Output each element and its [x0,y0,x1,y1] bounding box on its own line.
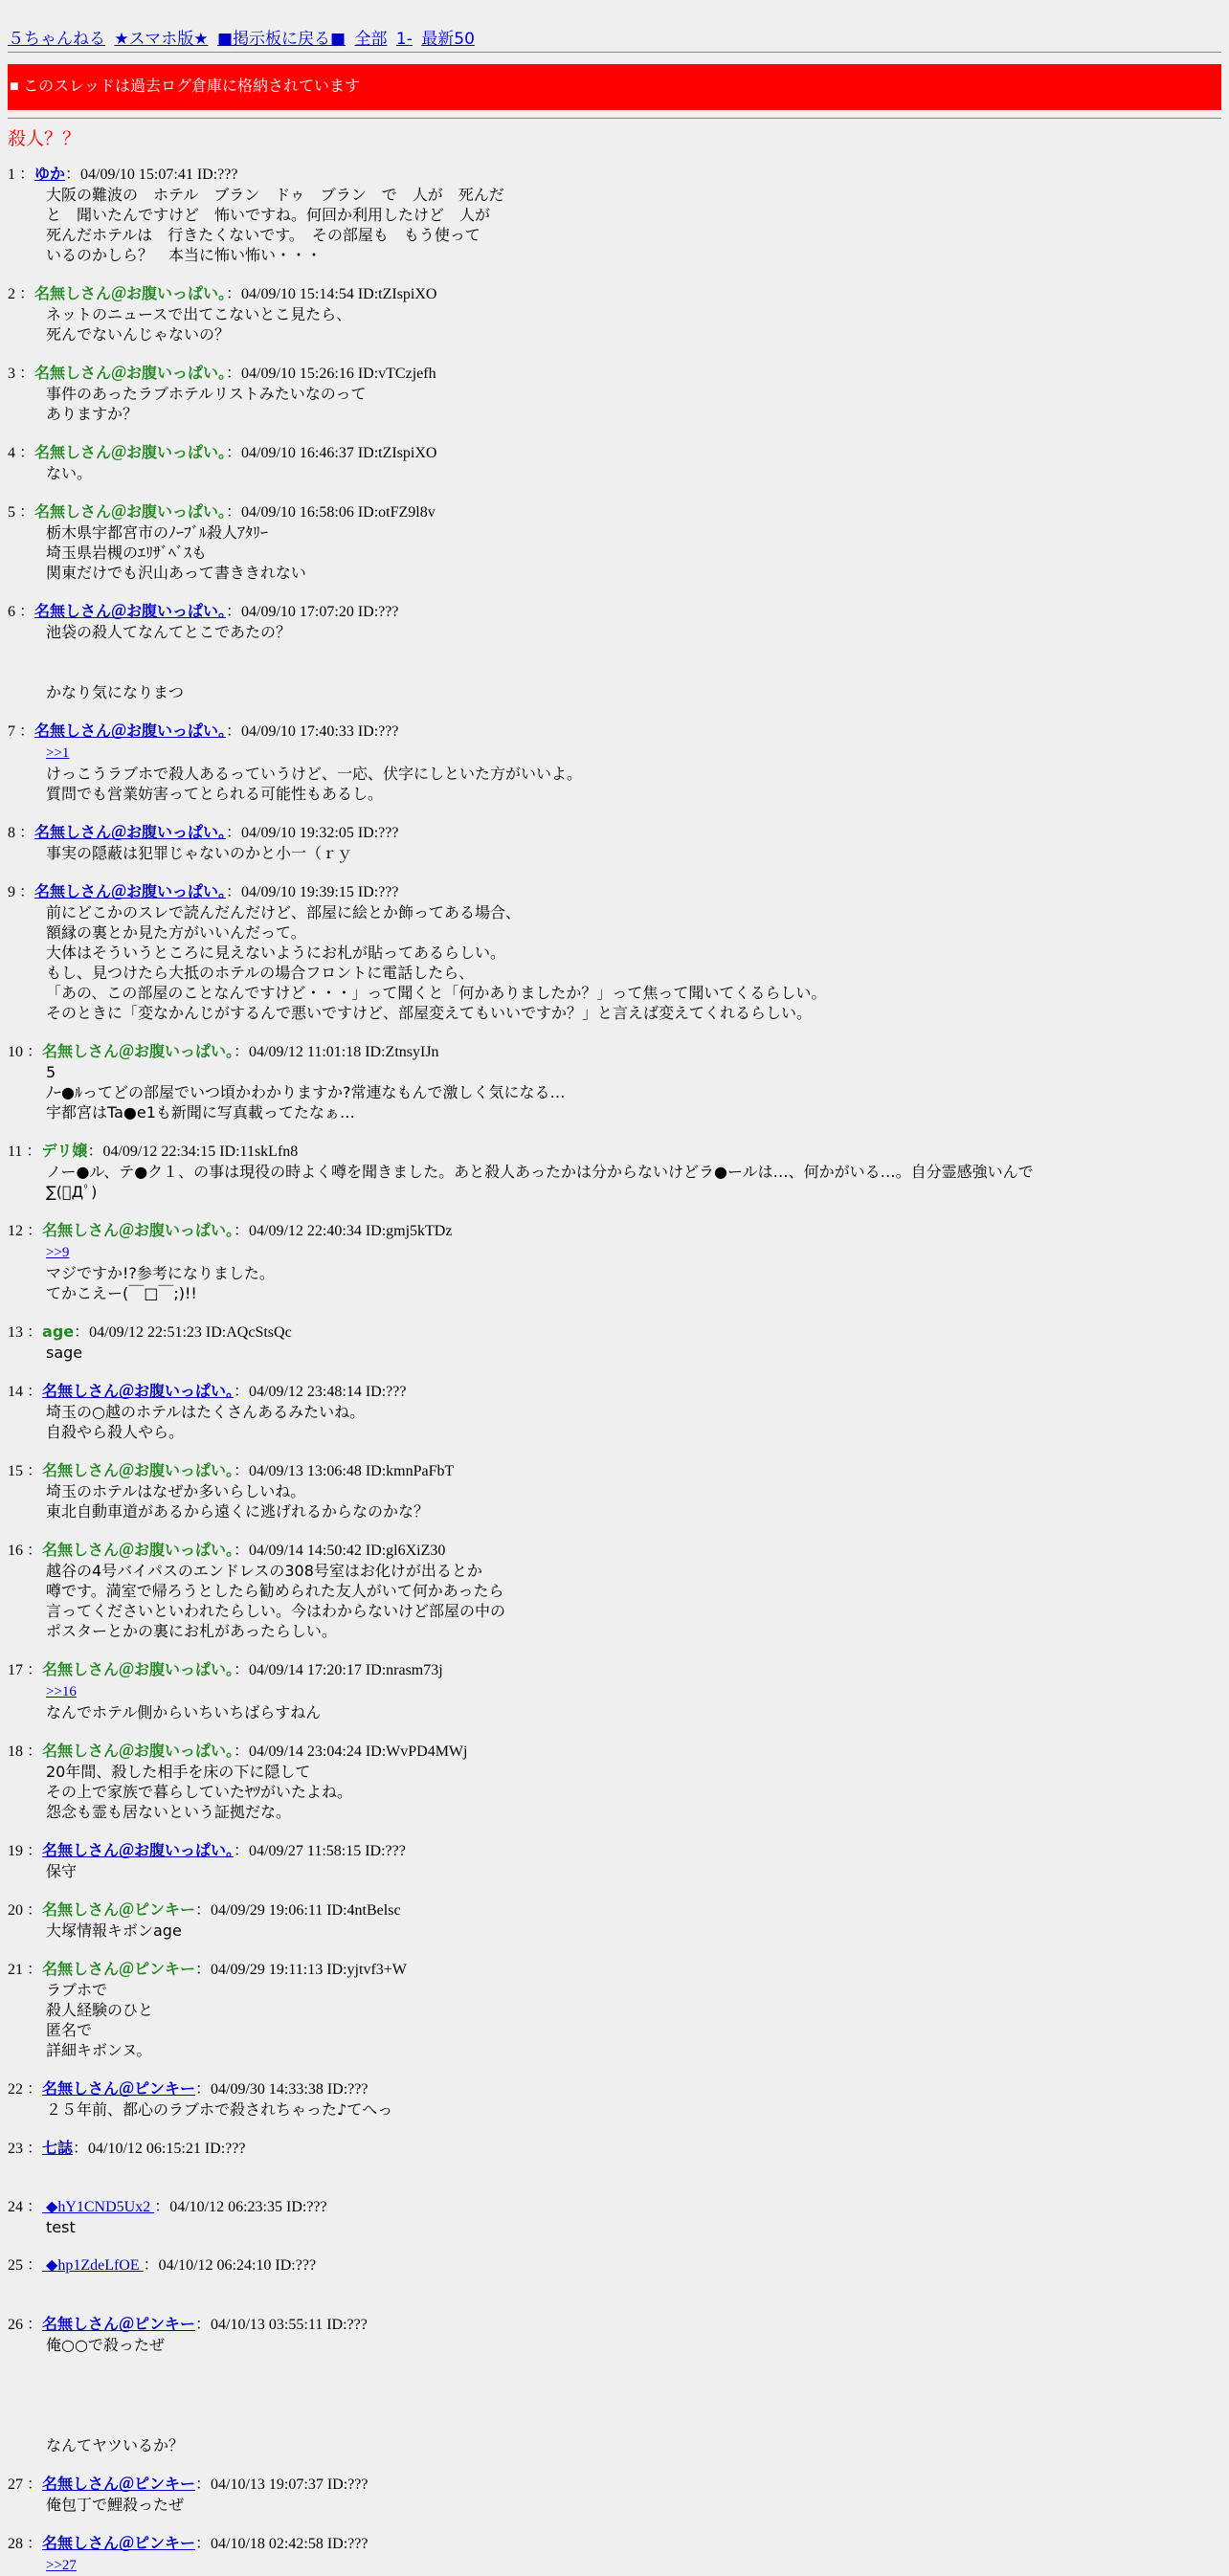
poster-name: 名無しさん＠お腹いっぱい。 [42,1221,235,1239]
post-header [8,1322,1221,1343]
latest-50-link[interactable]: 最新50 [421,30,475,49]
poster-name: 名無しさん＠お腹いっぱい。 [42,1461,235,1479]
post [8,2475,1221,2515]
post-meta: ：04/10/12 06:24:10 ID:??? [143,2257,317,2274]
poster-name[interactable]: ゆか [34,165,66,183]
post-number: 28 ： [8,2536,43,2552]
post-body [46,1762,1221,1822]
post-body [46,2217,1221,2237]
post-text: 5 ﾉｰ●ﾙってどの部屋でいつ頃かわかりますか?常連なもんで激しく気になる… 宇都宮はTa●e1も新聞に写真載ってたなぁ… [46,1063,566,1121]
post-number: 26 ： [8,2317,43,2333]
divider [8,52,1221,53]
poster-name: 名無しさん＠お腹いっぱい。 [42,1042,235,1060]
post-header [8,1541,1221,1561]
post-header [8,1382,1221,1402]
post-meta: ：04/09/29 19:06:11 ID:4ntBelsc [195,1902,401,1919]
post-text: ネットのニュースで出てこないとこ見たら、 死んでないんじゃないの？ [46,305,352,344]
post-body [46,304,1221,344]
post-header [8,2534,1221,2554]
poster-name[interactable]: 名無しさん＠お腹いっぱい。 [42,1841,235,1859]
post-number: 2 ： [8,286,35,302]
post-body [46,522,1221,583]
post-text: 保守 [46,1862,78,1880]
archived-banner: ■ このスレッドは過去ログ倉庫に格納されています [8,64,1221,110]
post-number: 3 ： [8,366,35,382]
post-body [46,2099,1221,2120]
post-text: 埼玉の○越のホテルはたくさんあるみたいね。 自殺やら殺人やら。 [46,1403,366,1441]
poster-name[interactable]: 名無しさん＠ピンキー [42,2534,196,2552]
poster-name: 名無しさん＠お腹いっぱい。 [34,364,227,382]
post-text: けっこうラブホで殺人あるっていうけど、一応、伏字にしといた方がいいよ。 質問でも営業妨害ってとられる可能性もあるし。 [46,765,583,803]
post-body [46,1481,1221,1521]
post-list [8,165,1221,2576]
post-meta: ：04/09/30 14:33:38 ID:??? [195,2081,369,2098]
post-meta: ：04/09/10 16:58:06 ID:otFZ9l8v [226,504,436,521]
post-meta: ：04/09/12 23:48:14 ID:??? [234,1384,407,1400]
poster-name[interactable]: 名無しさん＠お腹いっぱい。 [42,1382,235,1400]
post [8,2198,1221,2237]
post [8,2079,1221,2120]
post-body [46,742,1221,804]
post-meta: ：04/10/13 03:55:11 ID:??? [195,2317,368,2333]
post-text: 俺包丁で鯉殺ったぜ [46,2496,185,2514]
post-number: 6 ： [8,604,35,620]
top-nav [8,0,1221,50]
poster-name: 名無しさん＠ピンキー [42,1960,196,1978]
reply-anchor-link[interactable]: >>1 [46,745,70,761]
post-text: なんでホテル側からいちいちばらすねん [46,1703,322,1721]
poster-name[interactable]: 名無しさん＠お腹いっぱい。 [34,602,227,620]
post-header [8,1742,1221,1762]
post-header [8,2256,1221,2276]
post-number: 16 ： [8,1543,43,1559]
post-number: 7 ： [8,723,35,740]
post-body [46,2495,1221,2515]
post-meta: ：04/09/12 11:01:18 ID:ZtnsyIJn [234,1044,439,1060]
post-text: ２５年前、都心のラブホで殺されちゃった♪てへっ [46,2100,393,2119]
post-number: 18 ： [8,1743,43,1760]
post-header [8,2475,1221,2495]
post-text: 20年間、殺した相手を床の下に隠して その上で家族で暮らしていたﾔﾂがいたよね。 怨念も霊も居ないという証拠だな。 [46,1763,353,1821]
post-number: 12 ： [8,1223,43,1239]
post-header [8,1960,1221,1980]
post-number: 8 ： [8,825,35,841]
post-body [46,1921,1221,1941]
post [8,602,1221,702]
post-meta: ：04/09/10 19:39:15 ID:??? [226,884,399,900]
all-posts-link[interactable]: 全部 [354,30,388,49]
post-text: 栃木県宇都宮市のﾉｰﾌﾞﾙ殺人ｱﾀﾘｰ 埼玉県岩槻のｴﾘｻﾞﾍﾞｽも 関東だけでも沢山あって書ききれない [46,523,306,582]
post-meta: ：04/09/27 11:58:15 ID:??? [234,1843,406,1859]
back-to-board-link[interactable]: ■掲示板に戻る■ [216,30,346,49]
post-meta: ：04/09/10 15:26:16 ID:vTCzjefh [226,366,436,382]
post-meta: ：04/09/10 15:14:54 ID:tZIspiXO [226,286,437,302]
post [8,1461,1221,1521]
post [8,1742,1221,1822]
post-number: 22 ： [8,2081,43,2098]
post-body [46,1861,1221,1881]
post-meta: ：04/10/18 02:42:58 ID:??? [195,2536,369,2552]
post-meta: ：04/09/13 13:06:48 ID:kmnPaFbT [234,1463,455,1479]
post-number: 17 ： [8,1662,43,1678]
post-text: ない。 [46,464,93,482]
post-header [8,882,1221,902]
post-header [8,165,1221,185]
reply-anchor-link[interactable]: >>16 [46,1684,77,1699]
post-meta: ：04/10/12 06:23:35 ID:??? [154,2199,327,2215]
post [8,1900,1221,1941]
post [8,502,1221,583]
post-header [8,2198,1221,2217]
post-header [8,502,1221,522]
post-header [8,1660,1221,1680]
post-body [46,1162,1221,1202]
poster-name[interactable]: ◆hp1ZdeLfOE [42,2257,144,2274]
post-body [46,902,1221,1023]
poster-name[interactable]: 七誌 [42,2139,74,2157]
post-body [46,843,1221,863]
post [8,1322,1221,1363]
post-header [8,284,1221,304]
post-text: 事実の隠蔽は犯罪じゃないのかと小一（ｒｙ [46,844,353,862]
post [8,1660,1221,1722]
post-header [8,602,1221,622]
post [8,1142,1221,1202]
post [8,2256,1221,2296]
poster-name: 名無しさん＠お腹いっぱい。 [34,502,227,521]
post-number: 23 ： [8,2141,43,2157]
reply-anchor-link[interactable]: >>9 [46,1245,70,1260]
post-number: 14 ： [8,1384,43,1400]
poster-name: 名無しさん＠お腹いっぱい。 [34,284,227,302]
poster-name[interactable]: 名無しさん＠お腹いっぱい。 [34,823,227,841]
post-header [8,2315,1221,2335]
post-text: 大阪の難波の ホテル ブラン ドゥ ブラン で 人が 死んだ と 聞いたんですけど 怖いですね。何回か利用したけど 人が 死んだホテルは 行きたくないです。 その部屋も もう使って いるのかしら？ 本当に怖い怖い・・・ [46,186,504,264]
poster-name: デリ嬢 [41,1142,88,1160]
post-meta: ：04/09/14 17:20:17 ID:nrasm73j [234,1662,443,1678]
post-text: 埼玉のホテルはなぜか多いらしいね。 東北自動車道があるから遠くに逃げれるからなのかな？ [46,1482,430,1521]
post-text: test [46,2218,76,2236]
post [8,1960,1221,2060]
post [8,2139,1221,2179]
post-header [8,364,1221,384]
post-body [46,1241,1221,1303]
post-number: 19 ： [8,1843,43,1859]
post-meta: ：04/09/12 22:40:34 ID:gmj5kTDz [234,1223,453,1239]
post [8,823,1221,863]
post-meta: ：04/10/13 19:07:37 ID:??? [195,2476,369,2493]
poster-name[interactable]: 名無しさん＠ピンキー [42,2315,196,2333]
poster-name[interactable]: ◆hY1CND5Ux2 [42,2199,155,2215]
poster-name[interactable]: 名無しさん＠ピンキー [42,2475,196,2493]
post-body [46,2276,1221,2296]
post-body [46,1402,1221,1442]
post [8,882,1221,1023]
post [8,1042,1221,1122]
post-meta: ：04/09/14 14:50:42 ID:gl6XiZ30 [234,1543,446,1559]
post-text: 事件のあったラブホテルリストみたいなのって ありますか？ [46,385,367,423]
post-body [46,384,1221,424]
poster-name[interactable]: 名無しさん＠ピンキー [42,2079,196,2098]
poster-name: 名無しさん＠ピンキー [42,1900,196,1919]
post-number: 13 ： [8,1324,43,1341]
post-number: 4 ： [8,445,35,461]
post-header [8,1461,1221,1481]
post-meta: ：04/09/10 19:32:05 ID:??? [226,825,399,841]
post-number: 27 ： [8,2476,43,2493]
post [8,165,1221,265]
post-text: 大塚情報キボンage [46,1921,182,1940]
post [8,284,1221,344]
post-text: マジですか!?参考になりました。 てかこえー(￣□￣;)!! [46,1264,275,1302]
post-header [8,2139,1221,2159]
post-header [8,1221,1221,1241]
divider [8,118,1221,119]
post-header [8,722,1221,742]
post-header [8,2079,1221,2099]
post-header [8,1841,1221,1861]
post-header [8,1042,1221,1062]
post-body [46,1980,1221,2060]
poster-name: 名無しさん＠お腹いっぱい。 [34,443,227,461]
post-body [46,1680,1221,1722]
post-body [46,2159,1221,2179]
post-meta: ：04/10/12 06:15:21 ID:??? [73,2141,246,2157]
post-body [46,185,1221,265]
post-header [8,1142,1221,1162]
post-meta: ：04/09/10 16:46:37 ID:tZIspiXO [226,445,437,461]
poster-name: 名無しさん＠お腹いっぱい。 [42,1742,235,1760]
poster-name: 名無しさん＠お腹いっぱい。 [42,1660,235,1678]
poster-name: 名無しさん＠お腹いっぱい。 [42,1541,235,1559]
post-header [8,823,1221,843]
post-body [46,2554,1221,2576]
post-number: 20 ： [8,1902,43,1919]
post-body [46,622,1221,702]
post-number: 25 ： [8,2257,43,2274]
post-body [46,2335,1221,2455]
post-number: 15 ： [8,1463,43,1479]
post-text: 越谷の4号バイパスのエンドレスの308号室はお化けが出るとか 噂です。満室で帰ろうとしたら勧められた友人がいて何かあったら 言ってくださいといわれたらしい。今はわからないけど部屋の中の ポスターとかの裏にお札があったらしい。 [46,1562,506,1640]
post-text: ラブホで 殺人経験のひと 匿名で 詳細キボンヌ。 [46,1981,154,2059]
post-text: 俺○○で殺ったぜ なんてヤツいるか？ [46,2336,185,2454]
post [8,1382,1221,1442]
post [8,1541,1221,1641]
post-meta: ：04/09/10 17:07:20 ID:??? [226,604,399,620]
post [8,443,1221,483]
post-number: 24 ： [8,2199,43,2215]
post-text: 前にどこかのスレで読んだんだけど、部屋に絵とか飾ってある場合、 額縁の裏とか見た方がいいんだって。 大体はそういうところに見えないようにお札が貼ってあるらしい。 もし、見つけたら大抵のホテルの場合フロントに電話したら、 「あの、この部屋のことなんですけど・・・」って聞くと「何かありましたか？」って焦って聞いてくるらしい。 そのときに「変なかんじがするんで悪いですけど、部屋変えてもいいですか？」と言えば変えてくれるらしい。 [46,903,827,1022]
post-meta: ：04/09/10 15:07:41 ID:??? [65,167,238,183]
post [8,722,1221,804]
post-meta: ：04/09/29 19:11:13 ID:yjtvf3+W [195,1962,407,1978]
from-first-link[interactable]: 1- [395,30,413,49]
post [8,2315,1221,2455]
reply-anchor-link[interactable]: >>27 [46,2558,77,2573]
post-header [8,443,1221,463]
post [8,1221,1221,1303]
post-meta: ：04/09/14 23:04:24 ID:WvPD4MWj [234,1743,468,1760]
post-meta: ：04/09/12 22:51:23 ID:AQcStsQc [74,1324,292,1341]
post-body [46,1561,1221,1641]
smartphone-link[interactable]: ★スマホ版★ [114,30,209,49]
poster-name: age [42,1322,75,1341]
post-number: 1 ： [8,167,35,183]
post-number: 21 ： [8,1962,43,1978]
thread-title: 殺人？？ [8,128,81,149]
poster-name[interactable]: 名無しさん＠お腹いっぱい。 [34,882,227,900]
post [8,364,1221,424]
poster-name[interactable]: 名無しさん＠お腹いっぱい。 [34,722,227,740]
post-text: 池袋の殺人てなんてとこであたの？ かなり気になりまつ [46,623,292,701]
post-body [46,463,1221,483]
post-text: ノー●ル、テ●ク１、の事は現役の時よく噂を聞きました。あと殺人あったかは分からないけどラ●ールは…、何かがいる…。自分霊感強いんで ∑(ﾟДﾟ) [46,1163,1034,1201]
post-header [8,1900,1221,1921]
post-number: 10 ： [8,1044,43,1060]
post-number: 11 ： [8,1144,42,1160]
site-link[interactable]: ５ちゃんねる [8,30,105,49]
post-meta: ：04/09/10 17:40:33 ID:??? [226,723,399,740]
post [8,2534,1221,2576]
post [8,1841,1221,1881]
post-number: 9 ： [8,884,35,900]
post-body [46,1062,1221,1122]
post-body [46,1343,1221,1363]
post-meta: ：04/09/12 22:34:15 ID:11skLfn8 [87,1144,299,1160]
post-number: 5 ： [8,504,35,521]
post-text: sage [46,1344,83,1362]
